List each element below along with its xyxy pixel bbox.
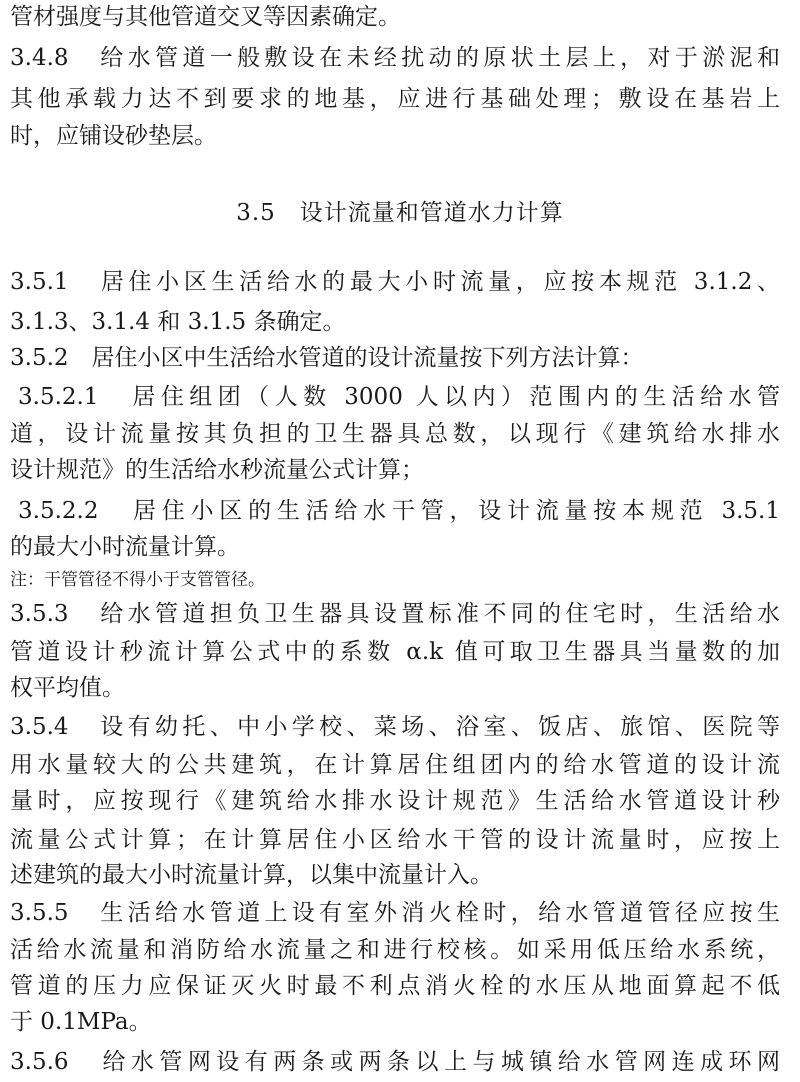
text-line: 流量公式计算；在计算居住小区给水干管的设计流量时，应按上	[10, 827, 780, 853]
text-line: 管道设计秒流计算公式中的系数 α.k 值可取卫生器具当量数的加	[10, 639, 780, 665]
text-line: 量时，应按现行《建筑给水排水设计规范》生活给水管道设计秒	[10, 788, 780, 814]
clause-3-5-2-1: 3.5.2.1 居住组团（人数 3000 人以内）范围内的生活给水管	[18, 384, 780, 410]
text-line: 设计规范》的生活给水秒流量公式计算；	[10, 457, 424, 483]
clause-3-5-2: 3.5.2 居住小区中生活给水管道的设计流量按下列方法计算：	[10, 345, 644, 371]
clause-3-5-2-2: 3.5.2.2 居住小区的生活给水干管，设计流量按本规范 3.5.1	[18, 498, 780, 524]
note: 注：干管管径不得小于支管管径。	[10, 570, 265, 590]
clause-3-4-8: 3.4.8 给水管道一般敷设在未经扰动的原状土层上，对于淤泥和	[10, 45, 780, 71]
text-line: 权平均值。	[10, 675, 125, 701]
text-line: 于 0.1MPa。	[10, 1009, 152, 1035]
section-heading: 3.5 设计流量和管道水力计算	[236, 200, 564, 226]
clause-3-5-4: 3.5.4 设有幼托、中小学校、菜场、浴室、饭店、旅馆、医院等	[10, 714, 780, 740]
text-line: 3.1.3、3.1.4 和 3.1.5 条确定。	[10, 309, 346, 335]
text-line: 管道的压力应保证灭火时最不利点消火栓的水压从地面算起不低	[10, 973, 780, 999]
clause-3-5-5: 3.5.5 生活给水管道上设有室外消火栓时，给水管道管径应按生	[10, 900, 780, 926]
text-line: 活给水流量和消防给水流量之和进行校核。如采用低压给水系统，	[10, 937, 780, 963]
text-line: 的最大小时流量计算。	[10, 534, 240, 560]
text-line: 用水量较大的公共建筑，在计算居住组团内的给水管道的设计流	[10, 752, 780, 778]
text-line: 道，设计流量按其负担的卫生器具总数，以现行《建筑给水排水	[10, 421, 780, 447]
text-line: 述建筑的最大小时流量计算，以集中流量计入。	[10, 862, 493, 888]
text-line: 其他承载力达不到要求的地基，应进行基础处理；敷设在基岩上	[10, 86, 780, 112]
text-line: 管材强度与其他管道交叉等因素确定。	[10, 4, 401, 30]
clause-3-5-1: 3.5.1 居住小区生活给水的最大小时流量，应按本规范 3.1.2、	[10, 269, 780, 295]
text-line: 时，应铺设砂垫层。	[10, 123, 217, 149]
clause-3-5-6: 3.5.6 给水管网设有两条或两条以上与城镇给水管网连成环网	[10, 1049, 780, 1075]
clause-3-5-3: 3.5.3 给水管道担负卫生器具设置标准不同的住宅时，生活给水	[10, 601, 780, 627]
